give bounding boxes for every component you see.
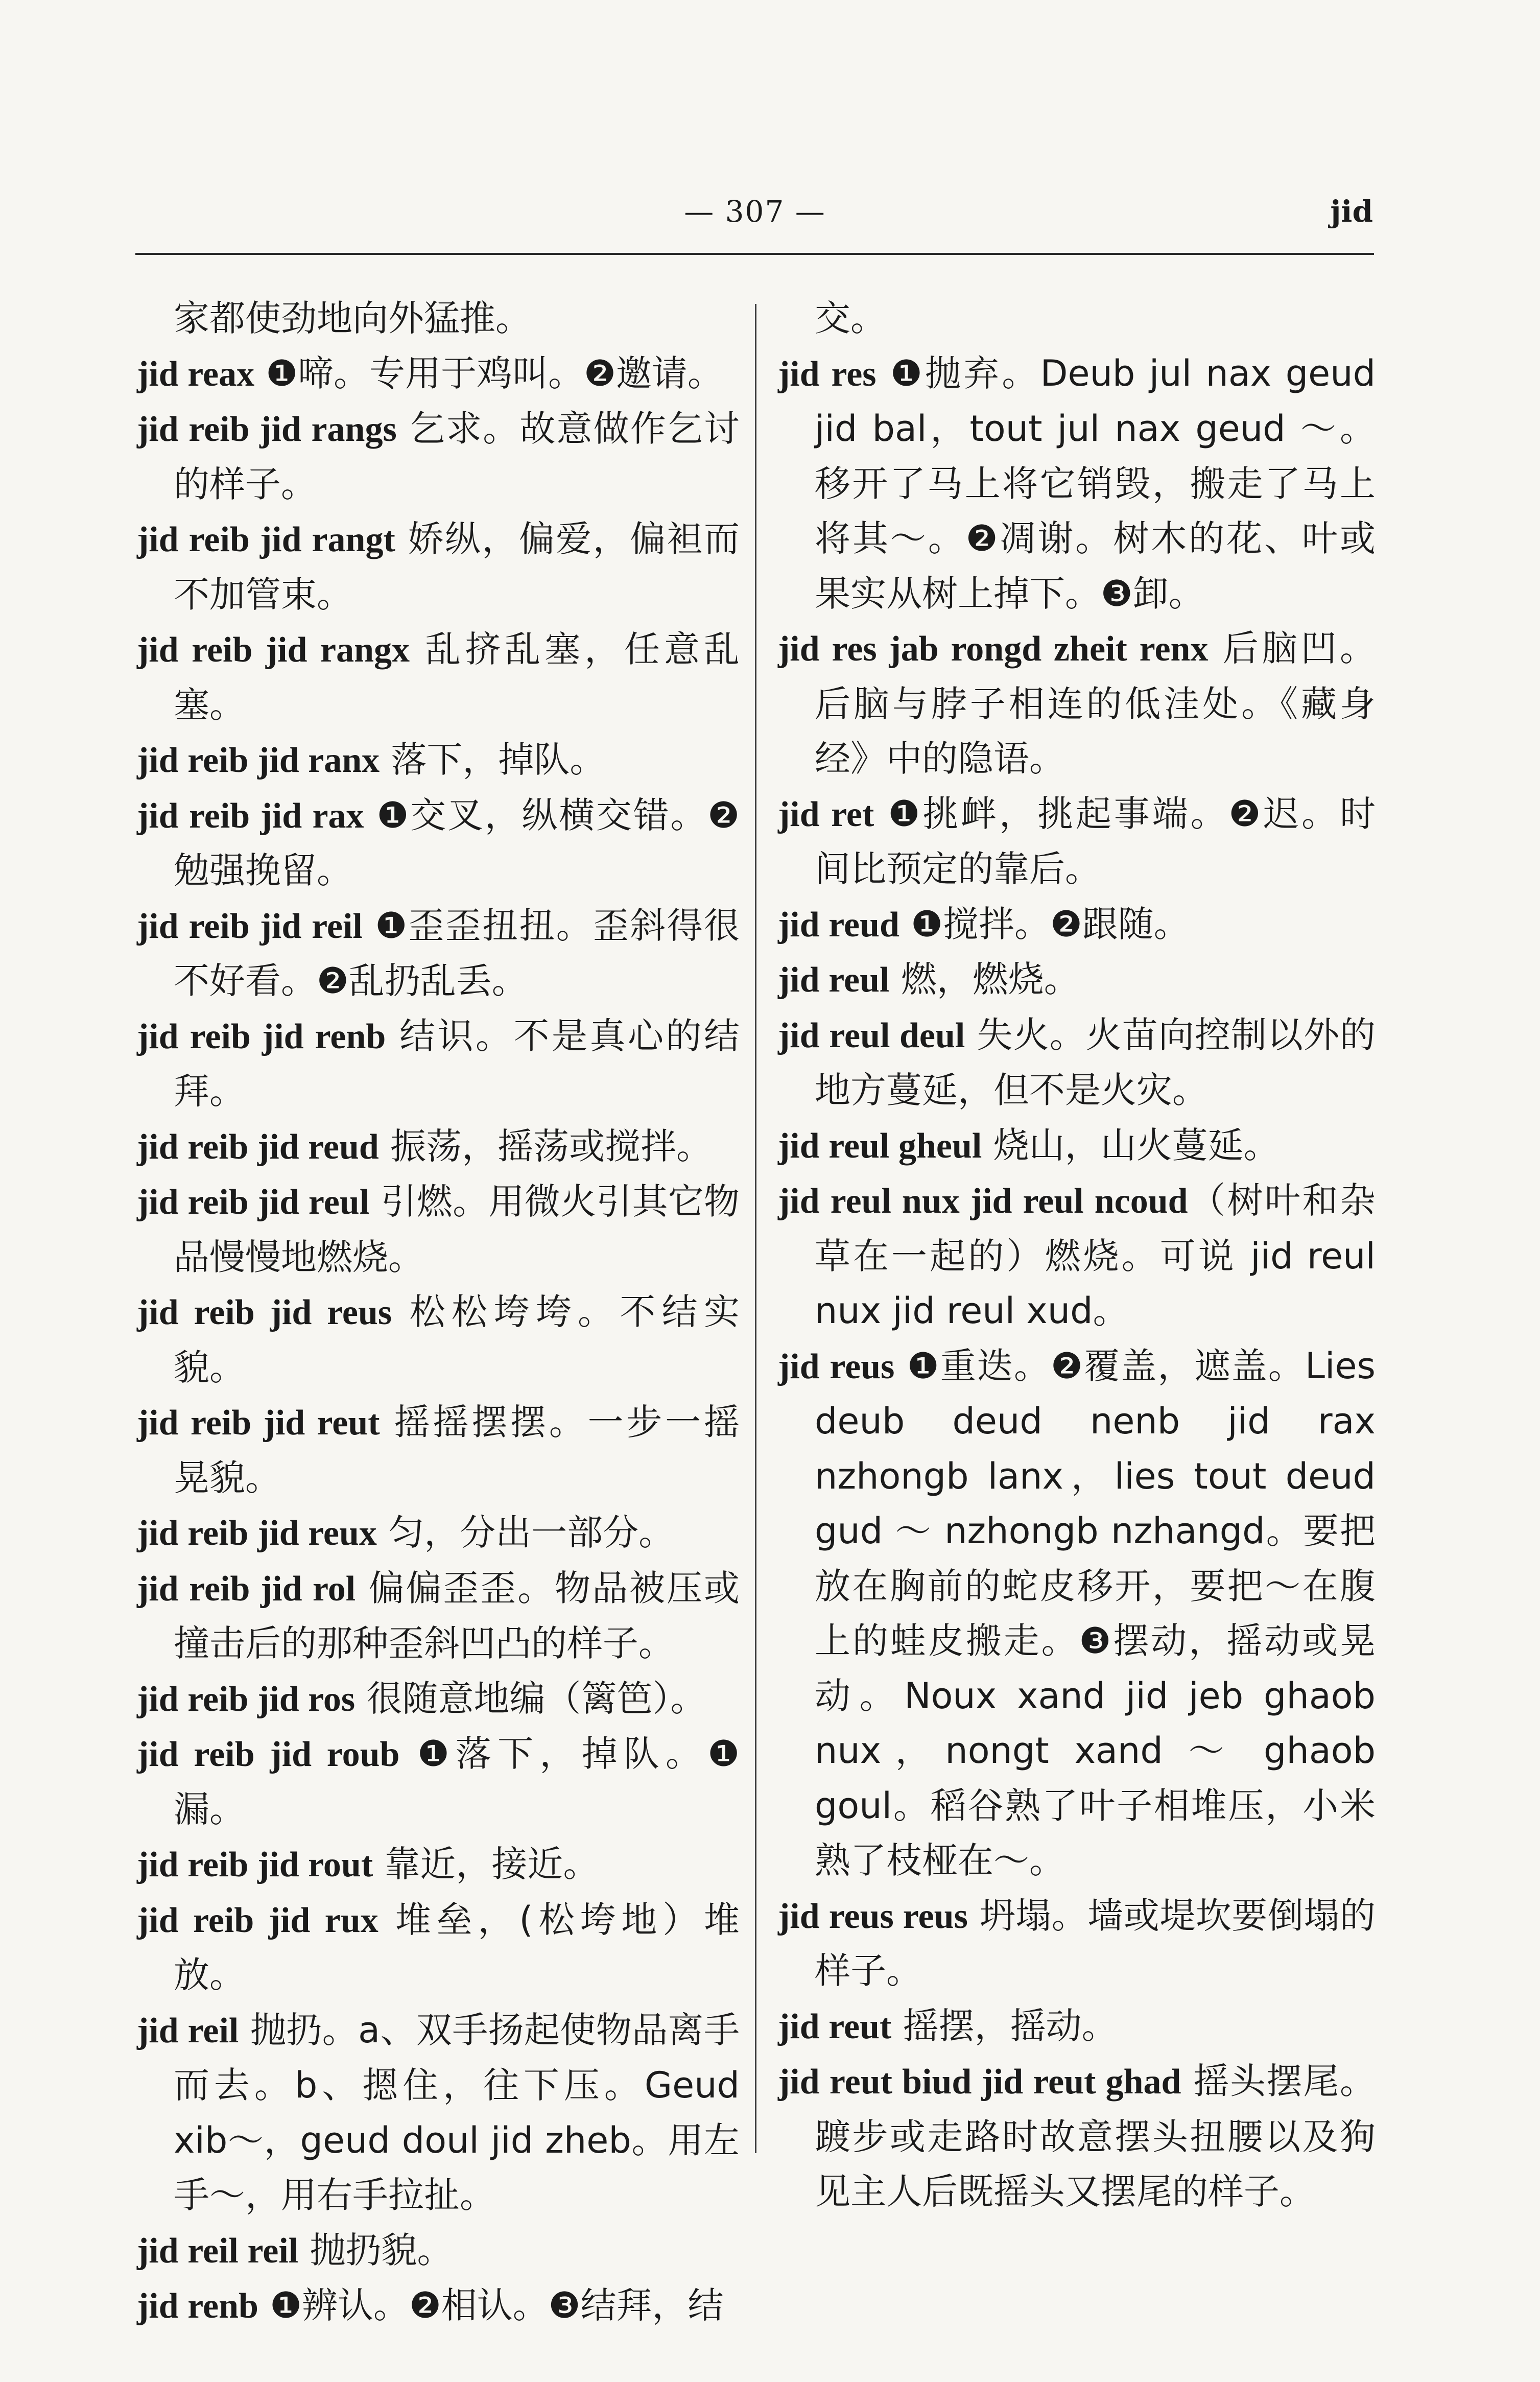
entry-headword: jid reib jid rax	[137, 796, 364, 836]
entry-headword: jid reib jid reut	[137, 1403, 380, 1443]
entry-headword: jid reib jid rangx	[137, 630, 410, 670]
dictionary-entry	[137, 1727, 740, 1837]
dictionary-entry	[137, 1505, 740, 1561]
dictionary-entry	[137, 733, 740, 788]
page-header	[137, 194, 1373, 250]
entry-definition: 抛扔貌。	[298, 2229, 453, 2271]
entry-definition: ❶歪歪扭扭。歪斜得很不好看。❷乱扔乱丢。	[174, 904, 740, 1002]
dictionary-entry	[137, 1893, 740, 2003]
dictionary-entry	[778, 346, 1376, 622]
entry-definition: 抛扔。a、双手扬起使物品离手而去。b、摁住，往下压。Geud xib～，geud doul jid zheb。用左手～，用右手拉扯。	[174, 2009, 740, 2216]
dictionary-entry	[137, 2278, 740, 2334]
entry-definition: 娇纵，偏爱，偏袒而不加管束。	[174, 518, 740, 616]
entry-definition: ❶搅拌。❷跟随。	[899, 903, 1190, 945]
entry-headword: jid res	[778, 354, 876, 394]
continuation-text: 家都使劲地向外猛推。	[174, 297, 531, 339]
left-column	[137, 291, 740, 2334]
entry-headword: jid reib jid reil	[137, 906, 363, 946]
entry-headword: jid ret	[778, 794, 874, 834]
entry-headword: jid reib jid rangt	[137, 520, 395, 559]
entry-definition: 靠近，接近。	[373, 1843, 599, 1885]
entry-definition: ❶落下，掉队。❶漏。	[174, 1733, 740, 1830]
column-divider	[755, 304, 756, 2153]
entry-headword: jid reib jid rux	[137, 1900, 378, 1940]
dictionary-entry	[778, 787, 1376, 897]
entry-headword: jid reax	[137, 354, 255, 394]
entry-definition: 振荡，摇荡或搅拌。	[378, 1125, 713, 1167]
dictionary-entry	[137, 1174, 740, 1285]
entry-headword: jid renb	[137, 2286, 258, 2326]
running-head: jid	[1330, 194, 1373, 229]
continuation-text: 交。	[815, 297, 886, 339]
entry-headword: jid reut biud jid reut ghad	[778, 2062, 1181, 2102]
dictionary-entry	[137, 2003, 740, 2223]
dictionary-entry	[137, 788, 740, 899]
entry-definition: 摇摇摆摆。一步一摇晃貌。	[174, 1401, 740, 1499]
entry-headword: jid reud	[778, 905, 899, 945]
entry-headword: jid reib jid rout	[137, 1845, 373, 1884]
dictionary-entry	[137, 1119, 740, 1175]
dictionary-entry	[137, 1285, 740, 1395]
entry-headword: jid reib jid renb	[137, 1017, 386, 1056]
dictionary-entry	[778, 897, 1376, 953]
dictionary-entry	[137, 2223, 740, 2279]
dictionary-entry	[778, 1118, 1376, 1174]
dictionary-entry	[778, 2054, 1376, 2220]
entry-headword: jid reil	[137, 2011, 239, 2050]
entry-definition: 燃，燃烧。	[889, 958, 1080, 1000]
entry-headword: jid reus reus	[778, 1896, 968, 1936]
entry-definition: 偏偏歪歪。物品被压或撞击后的那种歪斜凹凸的样子。	[174, 1567, 740, 1664]
dictionary-entry	[137, 899, 740, 1009]
right-column	[778, 291, 1376, 2220]
entry-headword: jid reus	[778, 1347, 895, 1386]
dictionary-entry	[778, 1339, 1376, 1889]
entry-definition: 很随意地编（篱笆）。	[355, 1677, 706, 1719]
entry-headword: jid reib jid roub	[137, 1735, 400, 1774]
entry-definition: 坍塌。墙或堤坎要倒塌的样子。	[815, 1894, 1376, 1992]
dictionary-entry	[778, 1889, 1376, 1999]
entry-headword: jid reib jid reud	[137, 1127, 379, 1167]
entry-definition: ❶挑衅，挑起事端。❷迟。时间比预定的靠后。	[815, 792, 1376, 890]
entry-definition: ❶交叉，纵横交错。❷勉强挽留。	[174, 794, 740, 891]
entry-definition: 匀，分出一部分。	[376, 1512, 675, 1553]
entry-headword: jid reul deul	[778, 1016, 965, 1055]
entry-definition: 引燃。用微火引其它物品慢慢地燃烧。	[174, 1181, 740, 1278]
dictionary-entry	[778, 1999, 1376, 2055]
entry-definition: 摇摆，摇动。	[891, 2004, 1118, 2047]
entry-definition: 结识。不是真心的结拜。	[174, 1015, 740, 1112]
dictionary-entry	[778, 1173, 1376, 1339]
page-number: — 307 —	[684, 194, 826, 229]
entry-definition: 失火。火苗向控制以外的地方蔓延，但不是火灾。	[815, 1013, 1376, 1111]
dictionary-entry	[137, 1561, 740, 1671]
entry-headword: jid reib jid ros	[137, 1679, 356, 1719]
dictionary-entry	[137, 1671, 740, 1727]
entry-definition: （树叶和杂草在一起的）燃烧。可说 jid reul nux jid reul xud。	[815, 1180, 1376, 1332]
entry-definition: 摇头摆尾。踱步或走路时故意摆头扭腰以及狗见主人后既摇头又摆尾的样子。	[815, 2060, 1376, 2212]
header-rule	[135, 253, 1374, 255]
entry-headword: jid reul nux jid reul ncoud	[778, 1182, 1188, 1221]
dictionary-entry	[137, 402, 740, 512]
entry-headword: jid reul	[778, 960, 890, 1000]
entry-list	[778, 346, 1376, 2220]
entry-definition: ❶抛弃。Deub jul nax geud jid bal，tout jul nax geud ～。移开了马上将它销毁，搬走了马上将其～。❷凋谢。树木的花、叶或果实从树上掉下。❸卸。	[815, 352, 1376, 615]
entry-headword: jid reil reil	[137, 2231, 299, 2271]
dictionary-entry	[137, 1395, 740, 1505]
dictionary-entry	[137, 346, 740, 402]
entry-headword: jid reut	[778, 2007, 892, 2046]
dictionary-entry	[137, 622, 740, 733]
entry-headword: jid reib jid rol	[137, 1569, 356, 1609]
entry-definition: 松松垮垮。不结实貌。	[174, 1291, 740, 1388]
entry-definition: ❶重迭。❷覆盖，遮盖。Lies deub deud nenb jid rax nzhongb lanx，lies tout deud gud ～ nzhongb nzhangd。要把放在胸前的蛇皮移开，要把～在腹上的蛙皮搬走。❸摆动，摇动或晃动。Noux xand jid jeb ghaob nux，nongt xand ～ ghaob goul。稻谷熟了叶子相堆压，小米熟了枝桠在～。	[815, 1345, 1376, 1881]
entry-definition: 烧山，山火蔓延。	[982, 1124, 1280, 1166]
entry-headword: jid res jab rongd zheit renx	[778, 629, 1209, 669]
entry-definition: 后脑凹。后脑与脖子相连的低洼处。《藏身经》中的隐语。	[815, 627, 1376, 780]
entry-headword: jid reul gheul	[778, 1126, 982, 1166]
entry-list	[137, 346, 740, 2334]
dictionary-entry	[778, 952, 1376, 1008]
entry-headword: jid reib jid reux	[137, 1514, 377, 1553]
dictionary-entry	[137, 1009, 740, 1119]
entry-headword: jid reib jid rangs	[137, 410, 397, 449]
dictionary-entry	[778, 621, 1376, 787]
entry-definition: ❶啼。专用于鸡叫。❷邀请。	[254, 352, 723, 394]
dictionary-entry	[137, 512, 740, 622]
entry-definition: 落下，掉队。	[380, 739, 606, 781]
entry-definition: 堆垒，(松垮地）堆放。	[174, 1898, 740, 1996]
entry-definition: ❶辨认。❷相认。❸结拜，结	[258, 2284, 724, 2326]
entry-definition: 乱挤乱塞，任意乱塞。	[174, 628, 740, 726]
entry-definition: 乞求。故意做作乞讨的样子。	[174, 408, 740, 505]
entry-headword: jid reib jid ranx	[137, 741, 380, 780]
dictionary-entry	[137, 1837, 740, 1893]
entry-headword: jid reib jid reul	[137, 1183, 370, 1222]
dictionary-entry	[778, 1008, 1376, 1118]
entry-headword: jid reib jid reus	[137, 1293, 392, 1332]
